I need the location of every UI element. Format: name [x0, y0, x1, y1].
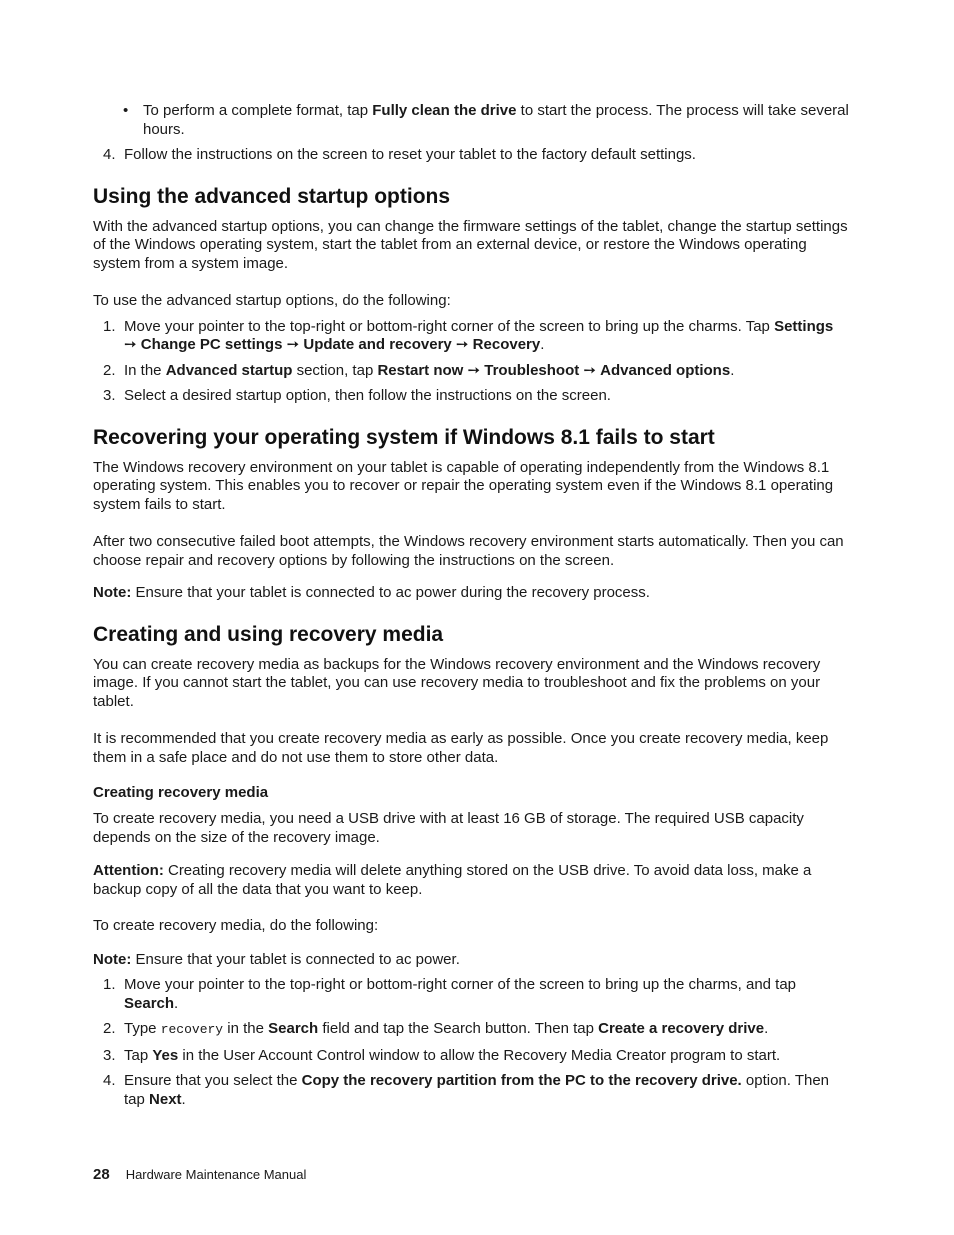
- arrow-icon: ➙: [286, 336, 300, 353]
- section-heading: Using the advanced startup options: [93, 184, 451, 208]
- paragraph: After two consecutive failed boot attempts, the Windows recovery environment starts automatically. Then you can choose repair and recovery options by following the instructions on the screen.: [93, 533, 844, 569]
- list-item: 3. Select a desired startup option, then follow the instructions on the screen.: [103, 387, 611, 404]
- paragraph: With the advanced startup options, you can change the firmware settings of the tablet, change the startup settings of the Windows operating system, start the tablet from an external device, or restore the Windows operating system from a system image.: [93, 217, 848, 272]
- list-item: • To perform a complete format, tap Fully clean the drive to start the process. The process will take several hours.: [123, 102, 849, 138]
- list-item: 4. Ensure that you select the Copy the recovery partition from the PC to the recovery drive. option. Then tap Next.: [103, 1072, 830, 1108]
- page-number: 28: [93, 1166, 110, 1183]
- paragraph: You can create recovery media as backups for the Windows recovery environment and the Windows recovery image. If you cannot start the tablet, you can use recovery media to troubleshoot and fix the problems on your tablet.: [93, 655, 821, 710]
- page-footer: [93, 1166, 306, 1185]
- note: Note: Ensure that your tablet is connected to ac power.: [93, 950, 460, 968]
- list-item: 1. Move your pointer to the top-right or bottom-right corner of the screen to bring up the charms, and tap Search.: [103, 976, 797, 1012]
- bullet: •: [123, 102, 129, 119]
- arrow-icon: ➙: [467, 361, 481, 379]
- attention: Attention: Creating recovery media will delete anything stored on the USB drive. To avoid data loss, make a backup copy of all the data that you want to keep.: [93, 862, 812, 898]
- paragraph: To create recovery media, you need a USB drive with at least 16 GB of storage. The required USB capacity depends on the size of the recovery image.: [93, 810, 804, 846]
- paragraph: It is recommended that you create recovery media as early as possible. Once you create recovery media, keep them in a safe place and do not use them to store other data.: [93, 730, 829, 766]
- paragraph: To use the advanced startup options, do the following:: [93, 292, 451, 309]
- code-text: recovery: [160, 1022, 224, 1037]
- list-item: 2. In the Advanced startup section, tap Restart now ➙ Troubleshoot ➙ Advanced options.: [103, 361, 735, 379]
- paragraph: To create recovery media, do the following:: [93, 917, 379, 934]
- paragraph: The Windows recovery environment on your tablet is capable of operating independently from the Windows 8.1 operating system. This enables you to recover or repair the operating system even if the Windows 8.1 operating system fails to start.: [93, 458, 834, 513]
- section-heading: Creating and using recovery media: [93, 622, 444, 646]
- sub-heading: Creating recovery media: [93, 784, 269, 801]
- list-item: 4. Follow the instructions on the screen to reset your tablet to the factory default settings.: [103, 146, 696, 163]
- arrow-icon: ➙: [455, 336, 469, 353]
- footer-title: Hardware Maintenance Manual: [125, 1167, 307, 1182]
- arrow-icon: ➙: [583, 361, 596, 379]
- list-item: 3. Tap Yes in the User Account Control window to allow the Recovery Media Creator program to start.: [103, 1046, 781, 1064]
- list-item: 2. Type recovery in the Search field and tap the Search button. Then tap Create a recovery drive.: [103, 1020, 769, 1037]
- section-heading: Recovering your operating system if Windows 8.1 fails to start: [93, 425, 715, 449]
- note: Note: Ensure that your tablet is connected to ac power during the recovery process.: [93, 584, 650, 601]
- list-item: 1. Move your pointer to the top-right or bottom-right corner of the screen to bring up the charms. Tap Settings ➙ Change PC settings ➙ Update and recovery ➙ Recovery.: [103, 317, 834, 353]
- page-content: [93, 102, 849, 1109]
- arrow-icon: ➙: [124, 336, 137, 353]
